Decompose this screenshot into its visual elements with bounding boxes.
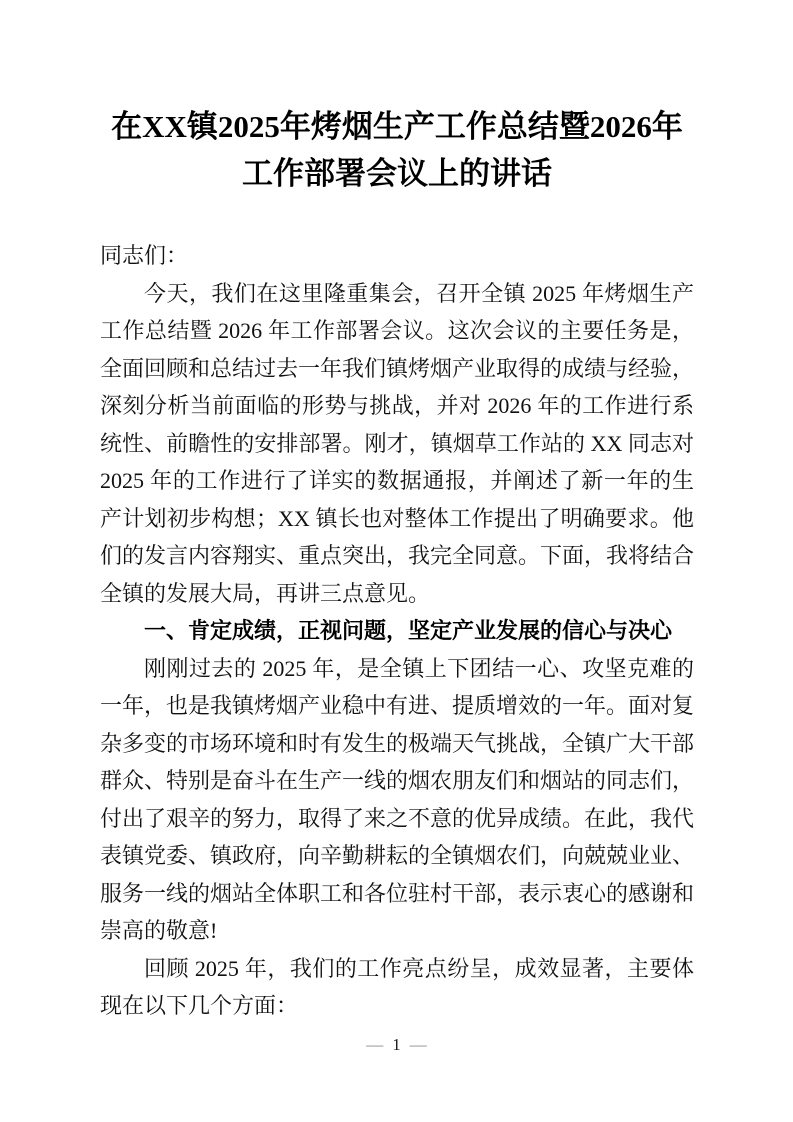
salutation: 同志们：: [100, 243, 189, 268]
document-body: [100, 237, 694, 1025]
page-number: 1: [392, 1035, 401, 1054]
section-heading-1: 一、肯定成绩，正视问题，坚定产业发展的信心与决心: [144, 618, 673, 643]
footer-dash-right: —: [409, 1035, 427, 1054]
footer-dash-left: —: [366, 1035, 384, 1054]
paragraph-review-year: 刚刚过去的 2025 年，是全镇上下团结一心、攻坚克难的一年，也是我镇烤烟产业稳中有进、提质增效的一年。面对复杂多变的市场环境和时有发生的极端天气挑战，全镇广大干部群众、特别是奋斗在生产一线的烟农朋友们和烟站的同志们，付出了艰辛的努力，取得了来之不意的优异成绩。在此，我代表镇党委、镇政府，向辛勤耕耘的全镇烟农们，向兢兢业业、服务一线的烟站全体职工和各位驻村干部，表示衷心的感谢和崇高的敬意!: [100, 655, 695, 943]
paragraph-highlights-intro: 回顾 2025 年，我们的工作亮点纷呈，成效显著，主要体现在以下几个方面：: [100, 955, 694, 1018]
page-footer: [0, 1033, 793, 1057]
document-title: 在XX镇2025年烤烟生产工作总结暨2026年工作部署会议上的讲话: [111, 109, 683, 191]
paragraph-opening: 今天，我们在这里隆重集会，召开全镇 2025 年烤烟生产工作总结暨 2026 年工作部署会议。这次会议的主要任务是，全面回顾和总结过去一年我们镇烤烟产业取得的成绩与经验，深刻分析当前面临的形势与挑战，并对 2026 年的工作进行系统性、前瞻性的安排部署。刚才，镇烟草工作站的 XX 同志对 2025 年的工作进行了详实的数据通报，并阐述了新一年的生产计划初步构想；XX 镇长也对整体工作提出了明确要求。他们的发言内容翔实、重点突出，我完全同意。下面，我将结合全镇的发展大局，再讲三点意见。: [100, 280, 695, 606]
